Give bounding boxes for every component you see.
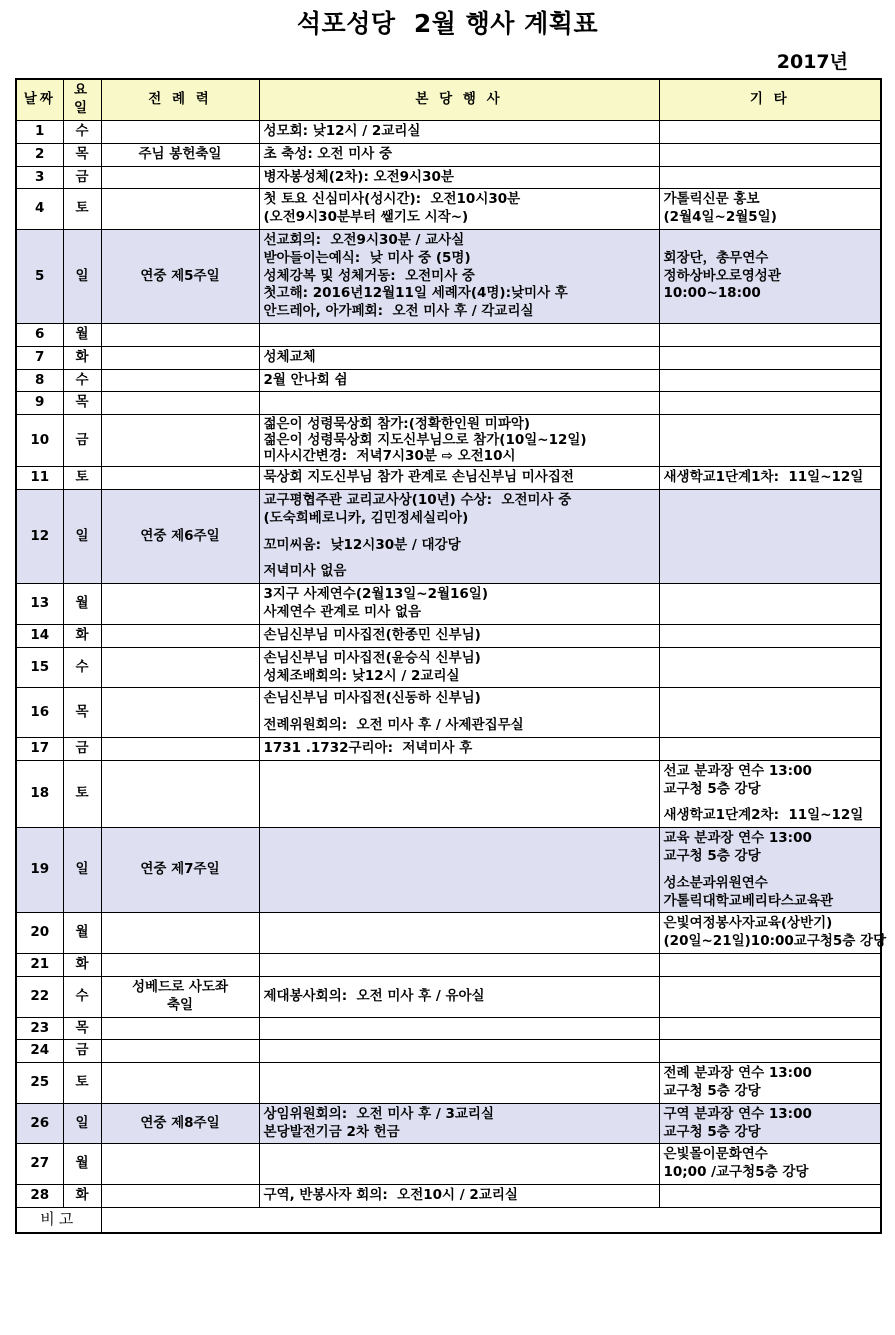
cell-liturgical xyxy=(101,913,259,954)
cell-main-event xyxy=(259,737,659,760)
cell-liturgical xyxy=(101,1144,259,1185)
cell-day-of-week: 토 xyxy=(63,467,101,490)
cell-day-of-week: 목 xyxy=(63,392,101,415)
table-row xyxy=(16,1017,881,1040)
table-row xyxy=(16,584,881,625)
cell-main-event xyxy=(259,346,659,369)
cell-liturgical xyxy=(101,954,259,977)
cell-line: (2월4일~2월5일) xyxy=(663,209,777,226)
cell-line: 10:00~18:00 xyxy=(663,285,761,302)
cell-line: 정하상바오로영성관 xyxy=(663,267,781,284)
cell-line: 교구청 5층 강당 xyxy=(663,780,761,797)
cell-etc xyxy=(659,120,881,143)
cell-day-of-week: 화 xyxy=(63,1185,101,1208)
cell-line: 회장단，총무연수 xyxy=(663,249,769,266)
cell-line: 3지구 사제연수(2월13일~2월16일) xyxy=(263,586,489,603)
cell-etc xyxy=(659,1103,881,1144)
column-header-dow: 요일 xyxy=(63,79,101,120)
cell-date: 6 xyxy=(16,324,63,347)
cell-etc xyxy=(659,369,881,392)
cell-etc xyxy=(659,1185,881,1208)
cell-etc xyxy=(659,324,881,347)
cell-liturgical xyxy=(101,1103,259,1144)
cell-line: 10;00 /교구청5층 강당 xyxy=(663,1164,809,1181)
cell-line: 은빛여정봉사자교육(상반기) xyxy=(663,915,833,932)
year-label: 2017년 xyxy=(776,51,848,74)
remark-value xyxy=(101,1207,881,1232)
cell-line: 교육 분과장 연수 13:00 xyxy=(663,830,812,847)
line-spacer xyxy=(264,708,655,717)
cell-liturgical xyxy=(101,760,259,827)
table-row xyxy=(16,415,881,467)
cell-line: 성소분과위원연수 xyxy=(663,874,768,891)
cell-etc xyxy=(659,737,881,760)
cell-day-of-week: 금 xyxy=(63,737,101,760)
cell-line: 손님신부님 미사집전(윤승식 신부님) xyxy=(263,649,481,666)
cell-line: 사제연수 관계로 미사 없음 xyxy=(263,604,422,621)
cell-date: 10 xyxy=(16,415,63,467)
cell-date: 18 xyxy=(16,760,63,827)
cell-date: 1 xyxy=(16,120,63,143)
cell-liturgical xyxy=(101,392,259,415)
cell-date: 9 xyxy=(16,392,63,415)
table-header xyxy=(16,79,881,120)
cell-liturgical xyxy=(101,1063,259,1104)
cell-liturgical xyxy=(101,415,259,467)
cell-line: 첫 토요 신심미사(성시간): 오전10시30분 xyxy=(263,191,521,208)
cell-date: 19 xyxy=(16,828,63,913)
cell-main-event xyxy=(259,166,659,189)
cell-day-of-week: 수 xyxy=(63,976,101,1017)
cell-line: 성베드로 사도좌 xyxy=(132,978,228,995)
cell-line: 교구청 5층 강당 xyxy=(663,1082,761,1099)
cell-liturgical xyxy=(101,369,259,392)
cell-line: 가톨릭신문 홍보 xyxy=(663,191,760,208)
cell-line: 손님신부님 미사집전(신동하 신부님) xyxy=(263,690,481,707)
cell-line: 성체조배회의: 낮12시 / 2교리실 xyxy=(263,667,460,684)
cell-day-of-week: 일 xyxy=(63,490,101,584)
cell-main-event xyxy=(259,189,659,230)
cell-line: 주님 봉헌축일 xyxy=(138,145,222,162)
cell-etc xyxy=(659,828,881,913)
cell-etc xyxy=(659,1040,881,1063)
table-row xyxy=(16,1103,881,1144)
cell-etc xyxy=(659,624,881,647)
table-row xyxy=(16,976,881,1017)
cell-line: 전례위원회의: 오전 미사 후 / 사제관집무실 xyxy=(263,717,524,734)
cell-line: 본당발전기금 2차 헌금 xyxy=(263,1123,400,1140)
table-row xyxy=(16,324,881,347)
cell-liturgical xyxy=(101,1017,259,1040)
cell-day-of-week: 일 xyxy=(63,1103,101,1144)
cell-line: (오전9시30분부터 쌭기도 시작~) xyxy=(263,209,469,226)
cell-day-of-week: 화 xyxy=(63,624,101,647)
cell-day-of-week: 토 xyxy=(63,1063,101,1104)
cell-etc xyxy=(659,490,881,584)
column-header-date: 날짜 xyxy=(16,79,63,120)
cell-line: 젊은이 성령묵상회 참가:(정확한인원 미파악) xyxy=(263,416,531,433)
cell-etc xyxy=(659,1144,881,1185)
event-schedule-table xyxy=(15,78,887,1233)
cell-day-of-week: 일 xyxy=(63,828,101,913)
table-row xyxy=(16,120,881,143)
cell-liturgical xyxy=(101,189,259,230)
cell-line: 교구평협주관 교리교사상(10년) 수상: 오전미사 중 xyxy=(263,492,572,509)
cell-line: 교구청 5층 강당 xyxy=(663,848,761,865)
cell-day-of-week: 월 xyxy=(63,584,101,625)
cell-date: 2 xyxy=(16,143,63,166)
cell-liturgical xyxy=(101,737,259,760)
cell-day-of-week: 목 xyxy=(63,688,101,738)
table-row xyxy=(16,229,881,323)
cell-liturgical xyxy=(101,828,259,913)
cell-date: 4 xyxy=(16,189,63,230)
cell-etc xyxy=(659,976,881,1017)
cell-line: 2월 안나회 쉼 xyxy=(263,371,348,388)
cell-liturgical xyxy=(101,467,259,490)
cell-line: 교구청 5층 강당 xyxy=(663,1123,761,1140)
cell-date: 28 xyxy=(16,1185,63,1208)
cell-main-event xyxy=(259,954,659,977)
cell-day-of-week: 금 xyxy=(63,1040,101,1063)
remark-row xyxy=(16,1207,881,1232)
cell-liturgical xyxy=(101,490,259,584)
cell-main-event xyxy=(259,760,659,827)
cell-main-event xyxy=(259,1063,659,1104)
table-row xyxy=(16,624,881,647)
cell-main-event xyxy=(259,324,659,347)
cell-etc xyxy=(659,1063,881,1104)
cell-line: 받아들이는예식: 낮 미사 중 (5명) xyxy=(263,249,471,266)
cell-main-event xyxy=(259,624,659,647)
cell-line: 가톨릭대학교베리타스교육관 xyxy=(663,892,834,909)
cell-date: 26 xyxy=(16,1103,63,1144)
cell-etc xyxy=(659,584,881,625)
cell-etc xyxy=(659,166,881,189)
cell-line: 상임위원회의: 오전 미사 후 / 3교리실 xyxy=(263,1105,494,1122)
cell-liturgical xyxy=(101,688,259,738)
cell-day-of-week: 토 xyxy=(63,189,101,230)
cell-main-event xyxy=(259,1040,659,1063)
cell-line: 미사시간변경: 저녁7시30분 ⇨ 오전10시 xyxy=(263,447,516,464)
table-row xyxy=(16,166,881,189)
table-row xyxy=(16,647,881,688)
cell-day-of-week: 금 xyxy=(63,166,101,189)
table-row xyxy=(16,490,881,584)
cell-date: 13 xyxy=(16,584,63,625)
table-row xyxy=(16,828,881,913)
cell-line: 연중 제5주일 xyxy=(140,267,220,284)
table-row xyxy=(16,954,881,977)
cell-day-of-week: 일 xyxy=(63,229,101,323)
table-row xyxy=(16,688,881,738)
table-row xyxy=(16,913,881,954)
table-row xyxy=(16,1144,881,1185)
cell-etc xyxy=(659,467,881,490)
cell-line: 1731 .1732구리아: 저녁미사 후 xyxy=(263,739,473,756)
cell-line: 전례 분과장 연수 13:00 xyxy=(663,1065,812,1082)
cell-main-event xyxy=(259,828,659,913)
table-row xyxy=(16,346,881,369)
cell-liturgical xyxy=(101,976,259,1017)
cell-liturgical xyxy=(101,1185,259,1208)
cell-date: 3 xyxy=(16,166,63,189)
cell-main-event xyxy=(259,647,659,688)
cell-line: 저녁미사 없음 xyxy=(263,563,347,580)
table-row xyxy=(16,1185,881,1208)
cell-liturgical xyxy=(101,624,259,647)
cell-etc xyxy=(659,392,881,415)
cell-main-event xyxy=(259,688,659,738)
cell-etc xyxy=(659,647,881,688)
table-row xyxy=(16,737,881,760)
cell-etc xyxy=(659,415,881,467)
cell-date: 24 xyxy=(16,1040,63,1063)
cell-etc xyxy=(659,688,881,738)
cell-line: 성체강복 및 성체거동: 오전미사 중 xyxy=(263,267,475,284)
cell-day-of-week: 토 xyxy=(63,760,101,827)
cell-main-event xyxy=(259,392,659,415)
cell-day-of-week: 화 xyxy=(63,954,101,977)
cell-date: 16 xyxy=(16,688,63,738)
cell-main-event xyxy=(259,120,659,143)
cell-date: 7 xyxy=(16,346,63,369)
cell-main-event xyxy=(259,1103,659,1144)
cell-day-of-week: 화 xyxy=(63,346,101,369)
cell-line: 새생학교1단계1차: 11일~12일 xyxy=(663,469,864,486)
cell-liturgical xyxy=(101,324,259,347)
cell-main-event xyxy=(259,1144,659,1185)
table-row xyxy=(16,1063,881,1104)
cell-day-of-week: 수 xyxy=(63,647,101,688)
cell-line: 손님신부님 미사집전(한종민 신부님) xyxy=(263,626,481,643)
cell-etc xyxy=(659,954,881,977)
cell-date: 22 xyxy=(16,976,63,1017)
cell-line: (도숙희베로니카, 김민정세실리아) xyxy=(263,509,469,526)
cell-line: 축일 xyxy=(166,996,194,1013)
cell-date: 17 xyxy=(16,737,63,760)
cell-main-event xyxy=(259,1185,659,1208)
cell-liturgical xyxy=(101,1040,259,1063)
cell-date: 12 xyxy=(16,490,63,584)
cell-main-event xyxy=(259,415,659,467)
line-spacer xyxy=(664,866,877,875)
cell-line: 선교회의: 오전9시30분 / 교사실 xyxy=(263,231,465,248)
cell-line: 구역, 반봉사자 회의: 오전10시 / 2교리실 xyxy=(263,1187,518,1204)
cell-date: 5 xyxy=(16,229,63,323)
cell-line: 묵상회 지도신부님 참가 관계로 손님신부님 미사집전 xyxy=(263,469,574,486)
remark-label: 비고 xyxy=(16,1207,101,1232)
cell-day-of-week: 월 xyxy=(63,324,101,347)
cell-day-of-week: 월 xyxy=(63,1144,101,1185)
cell-date: 11 xyxy=(16,467,63,490)
page-title: 석포성당 2월 행사 계획표 xyxy=(296,9,599,38)
cell-date: 23 xyxy=(16,1017,63,1040)
table-row xyxy=(16,143,881,166)
cell-line: 제대봉사회의: 오전 미사 후 / 유아실 xyxy=(263,987,485,1004)
cell-date: 14 xyxy=(16,624,63,647)
cell-line: 첫고해: 2016년12월11일 세례자(4명):낮미사 후 xyxy=(263,285,568,302)
cell-day-of-week: 금 xyxy=(63,415,101,467)
cell-etc xyxy=(659,346,881,369)
cell-line: 성체교체 xyxy=(263,348,316,365)
cell-main-event xyxy=(259,490,659,584)
cell-day-of-week: 수 xyxy=(63,120,101,143)
column-header-etc: 기 타 xyxy=(659,79,881,120)
cell-main-event xyxy=(259,143,659,166)
cell-liturgical xyxy=(101,584,259,625)
cell-line: 병자봉성체(2차): 오전9시30분 xyxy=(263,168,454,185)
table-row xyxy=(16,189,881,230)
cell-etc xyxy=(659,1017,881,1040)
cell-line: 구역 분과장 연수 13:00 xyxy=(663,1105,812,1122)
cell-day-of-week: 월 xyxy=(63,913,101,954)
cell-etc xyxy=(659,143,881,166)
cell-etc xyxy=(659,760,881,827)
cell-date: 25 xyxy=(16,1063,63,1104)
cell-etc xyxy=(659,189,881,230)
cell-line: 은빛몰이문화연수 xyxy=(663,1146,768,1163)
cell-etc xyxy=(659,229,881,323)
cell-line: 안드레아, 아가페회: 오전 미사 후 / 각교리실 xyxy=(263,303,534,320)
cell-date: 15 xyxy=(16,647,63,688)
cell-liturgical xyxy=(101,346,259,369)
cell-line: (20일~21일)10:00교구청5층 강당 xyxy=(663,933,887,950)
cell-main-event xyxy=(259,369,659,392)
cell-main-event xyxy=(259,467,659,490)
cell-main-event xyxy=(259,1017,659,1040)
cell-line: 성모회: 낮12시 / 2교리실 xyxy=(263,122,421,139)
cell-liturgical xyxy=(101,120,259,143)
header-row xyxy=(16,79,881,120)
cell-line: 연중 제8주일 xyxy=(140,1114,220,1131)
cell-line: 젊은이 성령묵상회 지도신부님으로 참가(10일~12일) xyxy=(263,431,587,448)
table-row xyxy=(16,369,881,392)
cell-liturgical xyxy=(101,647,259,688)
cell-main-event xyxy=(259,913,659,954)
table-row xyxy=(16,760,881,827)
table-row xyxy=(16,392,881,415)
cell-line: 선교 분과장 연수 13:00 xyxy=(663,762,812,779)
cell-line: 연중 제6주일 xyxy=(140,527,220,544)
cell-day-of-week: 수 xyxy=(63,369,101,392)
column-header-main: 본 당 행 사 xyxy=(259,79,659,120)
cell-line: 새생학교1단계2차: 11일~12일 xyxy=(663,807,864,824)
cell-date: 27 xyxy=(16,1144,63,1185)
cell-etc xyxy=(659,913,887,954)
cell-line: 초 축성: 오전 미사 중 xyxy=(263,145,393,162)
table-body xyxy=(16,120,887,1232)
line-spacer xyxy=(264,528,655,537)
cell-line: 꼬미씨움: 낮12시30분 / 대강당 xyxy=(263,536,461,553)
cell-day-of-week: 목 xyxy=(63,143,101,166)
cell-date: 8 xyxy=(16,369,63,392)
cell-liturgical xyxy=(101,166,259,189)
table-row xyxy=(16,467,881,490)
column-header-liturgical: 전 례 력 xyxy=(101,79,259,120)
cell-date: 20 xyxy=(16,913,63,954)
cell-line: 연중 제7주일 xyxy=(140,861,220,878)
cell-liturgical xyxy=(101,229,259,323)
table-row xyxy=(16,1040,881,1063)
cell-main-event xyxy=(259,976,659,1017)
cell-liturgical xyxy=(101,143,259,166)
cell-main-event xyxy=(259,584,659,625)
cell-main-event xyxy=(259,229,659,323)
cell-date: 21 xyxy=(16,954,63,977)
cell-day-of-week: 목 xyxy=(63,1017,101,1040)
